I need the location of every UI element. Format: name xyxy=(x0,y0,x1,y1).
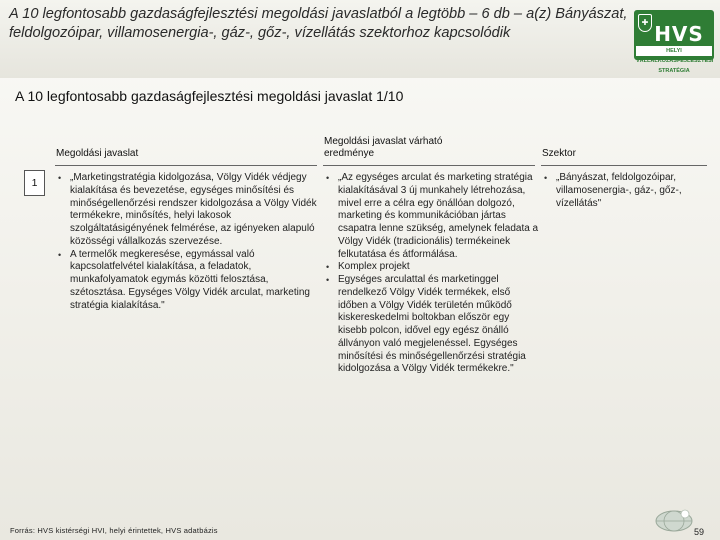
proposal-bullet: • „Marketingstratégia kidolgozása, Völgy Vidék védjegy kialakítása és bevezetése, egységes minősítési és minőségellenőrzési rendszer kidolgozása a Völgy Vidék termékekre, minősítés, helyi lakosok szolgáltatásigényének felmérése, az igényeken alapuló közösségi vállalkozás szervezése. xyxy=(58,172,322,249)
row-number: 1 xyxy=(24,170,45,196)
column-rule-sector xyxy=(541,165,707,166)
proposal-list xyxy=(58,172,322,312)
column-header-proposal: Megoldási javaslat xyxy=(56,148,139,159)
source-note: Forrás: HVS kistérségi HVI, helyi érintettek, HVS adatbázis xyxy=(10,526,218,535)
coat-of-arms-icon: ✚ xyxy=(638,14,652,32)
logo-text: HVS xyxy=(654,22,704,46)
hvs-logo xyxy=(634,10,714,74)
result-bullet: • Komplex projekt xyxy=(326,261,540,274)
footer-globe-logo-icon xyxy=(652,506,696,534)
sector-bullet: • „Bányászat, feldolgozóipar, villamosenergia-, gáz-, gőz-, vízellátás" xyxy=(544,172,710,210)
slide-header-title: A 10 legfontosabb gazdaságfejlesztési megoldási javaslatból a legtöbb – 6 db – a(z) Bányászat, feldolgozóipar, villamosenergia-, gáz-, gőz-, vízellátás szektorhoz kapcsolódik xyxy=(9,6,628,41)
page-number: 59 xyxy=(694,527,705,537)
column-header-result: Megoldási javaslat várható eredménye xyxy=(324,136,443,159)
sector-list xyxy=(544,172,710,210)
proposal-bullet: • A termelők megkeresése, egymással való kapcsolatfelvétel kialakítása, a feladatok, munkafolyamatok egymás közötti felosztása, szétosztása. Egységes Völgy Vidék arculat, marketing stratégia kialakítása." xyxy=(58,249,322,313)
result-bullet: • „Az egységes arculat és marketing stratégia kialakításával 3 új munkahely létrehozása, mivel erre a célra egy önállóan dolgozó, marketing és kommunikációban jártas csapatra lenne szükség, amelynek feladata a Völgy Vidék (tradicionális) termékeinek felkutatása és átformálása. xyxy=(326,172,540,261)
logo-subtext: HELYI VÁLLALKOZÁSFEJLESZTÉSI STRATÉGIA xyxy=(636,48,714,74)
result-bullet: • Egységes arculattal és marketinggel rendelkező Völgy Vidék termékek, első időben a Völgy Vidék területén működő kiskereskedelmi boltokban először egy kisebb polcon, idővel egy egész önálló állványon való megjelenéssel. Egységes minősítési és minőségellenőrzési stratégia kidolgozása a Völgy Vidék termékekre." xyxy=(326,274,540,376)
column-rule-result xyxy=(323,165,535,166)
result-list xyxy=(326,172,540,376)
column-header-sector: Szektor xyxy=(542,148,576,159)
page-title: A 10 legfontosabb gazdaságfejlesztési megoldási javaslat 1/10 xyxy=(15,88,404,104)
column-rule-proposal xyxy=(55,165,317,166)
